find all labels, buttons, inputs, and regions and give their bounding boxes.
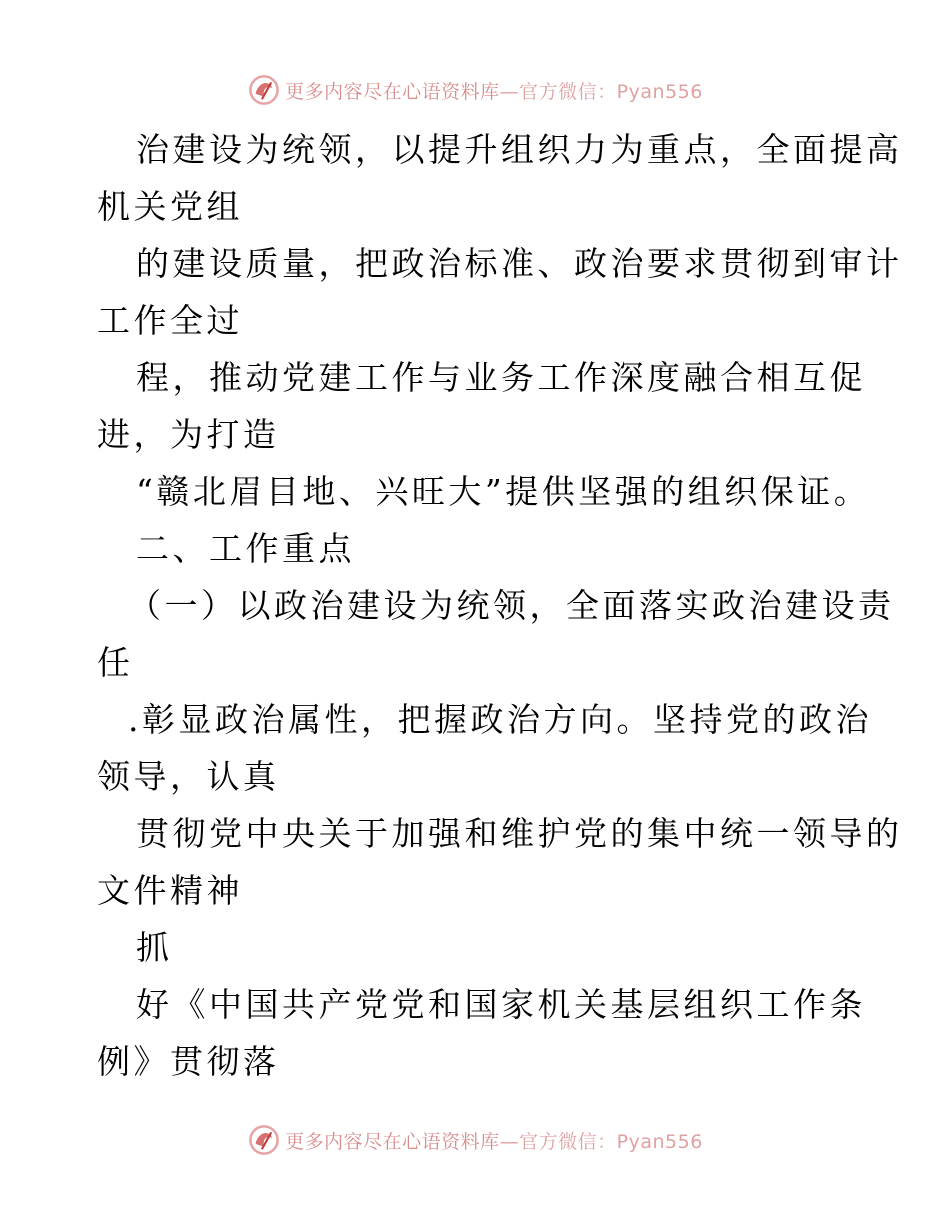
paragraph-line: .彰显政治属性，把握政治方向。坚持党的政治 [128, 700, 872, 739]
paragraph-line: 贯彻党中央关于加强和维护党的集中统一领导的 [136, 814, 903, 853]
paragraph-line: “赣北眉目地、兴旺大”提供坚强的组织保证。 [136, 472, 871, 511]
paragraph-line: 文件精神 [97, 871, 243, 910]
flame-swirl-logo-icon [247, 73, 281, 107]
paragraph-line: 机关党组 [97, 187, 243, 226]
paragraph-line: 抓 [136, 928, 173, 967]
watermark-text [285, 1127, 703, 1154]
paragraph-line: 工作全过 [97, 301, 243, 340]
flame-swirl-logo-icon [247, 1123, 281, 1157]
paragraph-line: 任 [97, 643, 134, 682]
watermark-contact: —官方微信：Pyan556 [499, 80, 703, 103]
paragraph-line: 程，推动党建工作与业务工作深度融合相互促 [136, 358, 866, 397]
watermark-brand: 更多内容尽在心语资料库 [285, 80, 500, 103]
footer-watermark [0, 1120, 950, 1160]
paragraph-line: 领导，认真 [97, 757, 280, 796]
subsection-heading: （一）以政治建设为统领，全面落实政治建设责 [128, 586, 895, 625]
watermark-brand: 更多内容尽在心语资料库 [285, 1130, 500, 1153]
section-heading: 二、工作重点 [136, 529, 355, 568]
paragraph-line: 进，为打造 [97, 415, 280, 454]
header-watermark [0, 70, 950, 110]
watermark-text [285, 77, 703, 104]
paragraph-line: 例》贯彻落 [97, 1042, 280, 1081]
watermark-contact: —官方微信：Pyan556 [499, 1130, 703, 1153]
paragraph-line: 的建设质量，把政治标准、政治要求贯彻到审计 [136, 244, 903, 283]
paragraph-line: 治建设为统领，以提升组织力为重点，全面提高 [136, 130, 903, 169]
paragraph-line: 好《中国共产党党和国家机关基层组织工作条 [136, 985, 866, 1024]
